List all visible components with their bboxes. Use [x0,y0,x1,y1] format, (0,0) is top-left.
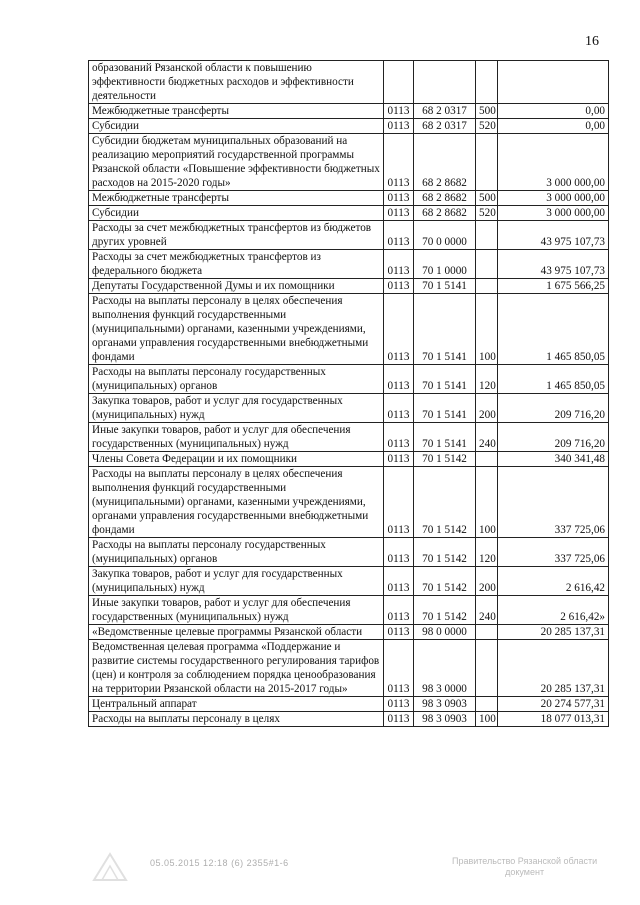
row-ved-code: 0113 [384,394,414,423]
table-row [89,467,609,538]
row-amount: 18 077 013,31 [498,712,609,727]
row-vr-code: 200 [476,394,498,423]
row-cs-code: 70 1 5141 [414,365,476,394]
row-amount: 43 975 107,73 [498,221,609,250]
row-name: «Ведомственные целевые программы Рязанской области [89,625,384,640]
row-name: Межбюджетные трансферты [89,104,384,119]
row-name: Расходы на выплаты персоналу государственных (муниципальных) органов [89,365,384,394]
row-amount: 3 000 000,00 [498,206,609,221]
row-amount: 3 000 000,00 [498,191,609,206]
row-name: Иные закупки товаров, работ и услуг для обеспечения государственных (муниципальных) нужд [89,596,384,625]
row-cs-code: 68 2 0317 [414,119,476,134]
table-row [89,697,609,712]
row-amount: 340 341,48 [498,452,609,467]
row-cs-code: 70 1 5141 [414,279,476,294]
row-name: Субсидии бюджетам муниципальных образований на реализацию мероприятий государственной программы Рязанской области «Повышение эффективности бюджетных расходов на 2015-2020 годы» [89,134,384,191]
row-cs-code: 70 1 5141 [414,423,476,452]
table-row [89,394,609,423]
row-cs-code: 68 2 8682 [414,191,476,206]
row-cs-code: 70 1 5141 [414,294,476,365]
row-name: Расходы на выплаты персоналу в целях обеспечения выполнения функций государственными (муниципальными) органами, казенными учреждениями, органами управления государственными внебюджетными фондами [89,294,384,365]
row-ved-code: 0113 [384,279,414,294]
table-row [89,423,609,452]
row-amount: 1 465 850,05 [498,365,609,394]
row-vr-code: 240 [476,596,498,625]
table-row [89,104,609,119]
table-row [89,221,609,250]
table-row [89,625,609,640]
row-ved-code: 0113 [384,423,414,452]
budget-table-body [89,61,609,727]
table-row [89,279,609,294]
row-cs-code: 70 1 5142 [414,596,476,625]
row-amount: 3 000 000,00 [498,134,609,191]
row-amount: 20 285 137,31 [498,640,609,697]
row-name: Межбюджетные трансферты [89,191,384,206]
row-cs-code: 98 3 0903 [414,712,476,727]
row-name: Расходы на выплаты персоналу государственных (муниципальных) органов [89,538,384,567]
row-amount: 20 274 577,31 [498,697,609,712]
row-amount: 2 616,42» [498,596,609,625]
row-vr-code: 520 [476,206,498,221]
footer-signature [452,856,597,878]
row-cs-code: 68 2 0317 [414,104,476,119]
row-cs-code [414,61,476,104]
row-cs-code: 68 2 8682 [414,206,476,221]
row-cs-code: 70 1 5142 [414,452,476,467]
row-ved-code: 0113 [384,206,414,221]
row-vr-code: 100 [476,467,498,538]
table-row [89,206,609,221]
row-ved-code: 0113 [384,134,414,191]
budget-table [88,60,609,727]
row-cs-code: 70 1 5142 [414,567,476,596]
row-name: Члены Совета Федерации и их помощники [89,452,384,467]
row-ved-code: 0113 [384,640,414,697]
table-row [89,191,609,206]
footer-print-stamp: 05.05.2015 12:18 (6) 2355#1-6 [150,858,289,868]
table-row [89,119,609,134]
row-amount: 337 725,06 [498,538,609,567]
row-amount: 337 725,06 [498,467,609,538]
row-amount: 209 716,20 [498,394,609,423]
row-amount: 1 465 850,05 [498,294,609,365]
row-ved-code: 0113 [384,294,414,365]
row-vr-code [476,134,498,191]
row-vr-code: 100 [476,712,498,727]
table-row [89,640,609,697]
row-vr-code [476,250,498,279]
row-vr-code: 100 [476,294,498,365]
row-amount: 1 675 566,25 [498,279,609,294]
row-name: Закупка товаров, работ и услуг для государственных (муниципальных) нужд [89,394,384,423]
stamp-icon [90,850,130,882]
row-ved-code [384,61,414,104]
page-number: 16 [585,34,599,49]
row-ved-code: 0113 [384,221,414,250]
row-cs-code: 98 3 0000 [414,640,476,697]
row-ved-code: 0113 [384,538,414,567]
table-row [89,250,609,279]
row-amount: 2 616,42 [498,567,609,596]
row-ved-code: 0113 [384,596,414,625]
table-row [89,134,609,191]
table-row [89,452,609,467]
row-ved-code: 0113 [384,697,414,712]
table-row [89,294,609,365]
row-vr-code [476,697,498,712]
table-row [89,538,609,567]
row-vr-code [476,61,498,104]
row-name: Расходы за счет межбюджетных трансфертов из бюджетов других уровней [89,221,384,250]
row-amount: 209 716,20 [498,423,609,452]
row-ved-code: 0113 [384,250,414,279]
row-vr-code: 500 [476,191,498,206]
row-vr-code: 240 [476,423,498,452]
row-cs-code: 70 0 0000 [414,221,476,250]
row-vr-code: 200 [476,567,498,596]
row-vr-code: 120 [476,538,498,567]
row-ved-code: 0113 [384,452,414,467]
row-ved-code: 0113 [384,365,414,394]
row-name: Закупка товаров, работ и услуг для государственных (муниципальных) нужд [89,567,384,596]
table-row [89,567,609,596]
row-name: Расходы на выплаты персоналу в целях обеспечения выполнения функций государственными (муниципальными) органами, казенными учреждениями, органами управления государственными внебюджетными фондами [89,467,384,538]
row-vr-code [476,640,498,697]
row-ved-code: 0113 [384,467,414,538]
row-cs-code: 98 3 0903 [414,697,476,712]
row-ved-code: 0113 [384,104,414,119]
row-amount: 43 975 107,73 [498,250,609,279]
row-amount: 20 285 137,31 [498,625,609,640]
row-ved-code: 0113 [384,712,414,727]
row-amount [498,61,609,104]
row-name: Иные закупки товаров, работ и услуг для обеспечения государственных (муниципальных) нужд [89,423,384,452]
row-name: Субсидии [89,206,384,221]
row-name: образований Рязанской области к повышению эффективности бюджетных расходов и эффективности деятельности [89,61,384,104]
table-row [89,61,609,104]
row-vr-code: 500 [476,104,498,119]
row-ved-code: 0113 [384,191,414,206]
table-row [89,365,609,394]
table-row [89,596,609,625]
row-ved-code: 0113 [384,567,414,596]
row-name: Депутаты Государственной Думы и их помощники [89,279,384,294]
row-vr-code: 120 [476,365,498,394]
footer-signature-line-2: документ [505,867,545,877]
row-vr-code [476,625,498,640]
row-amount: 0,00 [498,119,609,134]
row-cs-code: 98 0 0000 [414,625,476,640]
row-cs-code: 70 1 0000 [414,250,476,279]
row-name: Ведомственная целевая программа «Поддержание и развитие системы государственного регулирования тарифов (цен) и контроля за соблюдением порядка ценообразования на территории Рязанской области на 2015-2017 годы» [89,640,384,697]
row-cs-code: 68 2 8682 [414,134,476,191]
footer-signature-line-1: Правительство Рязанской области [452,856,598,866]
row-ved-code: 0113 [384,119,414,134]
row-amount: 0,00 [498,104,609,119]
row-vr-code [476,452,498,467]
table-row [89,712,609,727]
row-cs-code: 70 1 5142 [414,467,476,538]
row-name: Расходы за счет межбюджетных трансфертов из федерального бюджета [89,250,384,279]
row-cs-code: 70 1 5142 [414,538,476,567]
row-vr-code [476,279,498,294]
row-name: Центральный аппарат [89,697,384,712]
row-ved-code: 0113 [384,625,414,640]
row-cs-code: 70 1 5141 [414,394,476,423]
row-name: Субсидии [89,119,384,134]
row-vr-code [476,221,498,250]
row-vr-code: 520 [476,119,498,134]
row-name: Расходы на выплаты персоналу в целях [89,712,384,727]
